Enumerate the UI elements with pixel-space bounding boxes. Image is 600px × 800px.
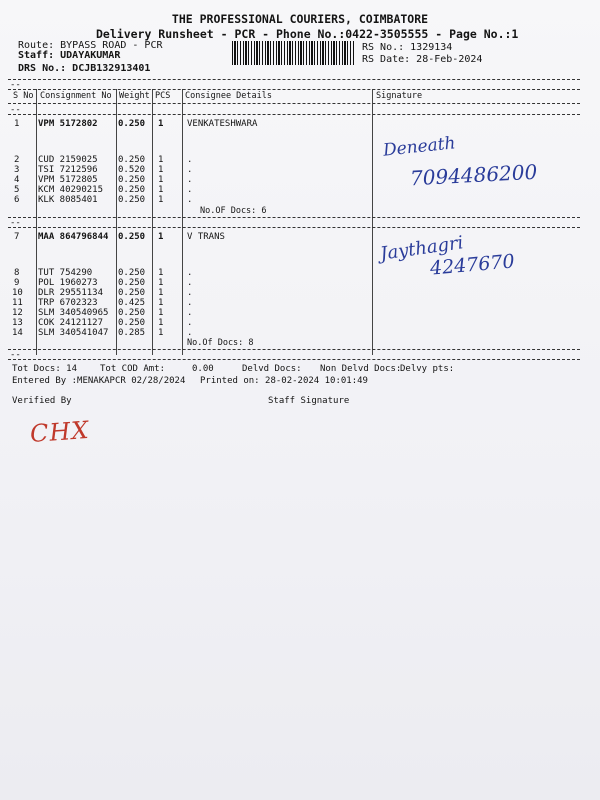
row-consignment: KCM 40290215 [38,185,104,195]
row-weight: 0.250 [118,288,146,298]
barcode [232,41,354,65]
total-docs: Tot Docs: 14 [12,364,78,374]
drs-number: DRS No.: DCJB132913401 [18,63,151,74]
row-consignment: SLM 340541047 [38,328,109,338]
verifier-initials: CHX [29,415,91,449]
non-delivered-docs: Non Delvd Docs: [320,364,402,374]
column-header-sno: S No [13,91,34,101]
docs-count: No.Of Docs: 8 [187,338,254,348]
divider [8,227,580,228]
row-sno: 3 [14,165,20,175]
rs-number: RS No.: 1329134 [362,42,453,53]
row-consignee: V TRANS [187,232,225,242]
handwritten-signature: Deneath [382,133,457,161]
row-pcs: 1 [158,268,164,278]
row-pcs: 1 [158,328,164,338]
route-label: Route: BYPASS ROAD - PCR [18,40,163,51]
column-rule [116,89,117,355]
row-sno: 8 [14,268,20,278]
company-name: THE PROFESSIONAL COURIERS, COIMBATORE [171,12,429,26]
printed-on: Printed on: 28-02-2024 10:01:49 [200,376,368,386]
row-sno: 2 [14,155,20,165]
divider [8,114,580,115]
rs-date: RS Date: 28-Feb-2024 [362,54,483,65]
row-marker: -- [10,218,21,228]
column-header-pcs: PCS [155,91,171,101]
row-pcs: 1 [158,318,164,328]
row-pcs: 1 [158,195,164,205]
row-sno: 13 [12,318,23,328]
row-pcs: 1 [158,298,164,308]
row-consignee: . [187,268,193,278]
row-pcs: 1 [158,155,164,165]
column-rule [36,89,37,355]
row-consignee: . [187,318,193,328]
staff-signature-label: Staff Signature [268,396,350,406]
delivery-points: Delvy pts: [400,364,455,374]
row-weight: 0.250 [118,318,146,328]
column-header-consignment: Consignment No [40,91,112,101]
row-marker: -- [10,105,21,115]
column-header-consignee: Consignee Details [185,91,272,101]
row-consignment: TSI 7212596 [38,165,98,175]
row-consignee: . [187,185,193,195]
row-consignee: . [187,308,193,318]
row-weight: 0.250 [118,175,146,185]
row-weight: 0.250 [118,232,146,242]
row-sno: 6 [14,195,20,205]
row-consignment: CUD 2159025 [38,155,98,165]
row-pcs: 1 [158,185,164,195]
row-weight: 0.250 [118,268,146,278]
row-marker: -- [10,80,21,90]
row-consignee: . [187,195,193,205]
row-sno: 1 [14,119,20,129]
row-consignee: . [187,165,193,175]
row-consignment: COK 24121127 [38,318,104,328]
column-header-weight: Weight [119,91,150,101]
row-weight: 0.250 [118,195,146,205]
row-pcs: 1 [158,119,164,129]
row-consignee: VENKATESHWARA [187,119,258,129]
row-consignment: TUT 754290 [38,268,93,278]
handwritten-phone: 7094486200 [409,159,538,191]
row-marker: -- [10,350,21,360]
row-pcs: 1 [158,278,164,288]
column-rule [372,89,373,355]
row-sno: 5 [14,185,20,195]
row-consignee: . [187,175,193,185]
total-cod-value: 0.00 [192,364,214,374]
row-sno: 12 [12,308,23,318]
delivered-docs: Delvd Docs: [242,364,302,374]
divider [8,79,580,80]
row-weight: 0.285 [118,328,146,338]
row-consignee: . [187,298,193,308]
row-sno: 7 [14,232,20,242]
divider [8,89,580,90]
row-weight: 0.520 [118,165,146,175]
row-pcs: 1 [158,288,164,298]
row-consignment: MAA 864796844 [38,232,109,242]
column-rule [182,89,183,355]
row-weight: 0.250 [118,119,146,129]
column-rule [152,89,153,355]
row-sno: 4 [14,175,20,185]
row-consignee: . [187,288,193,298]
entered-by: Entered By :MENAKAPCR 02/28/2024 [12,376,186,386]
handwritten-phone: 4247670 [429,250,516,280]
row-weight: 0.425 [118,298,146,308]
row-sno: 11 [12,298,23,308]
runsheet-title: Delivery Runsheet - PCR - Phone No.:0422-3505555 - Page No.:1 [96,27,519,41]
column-header-signature: Signature [376,91,423,101]
row-weight: 0.250 [118,185,146,195]
row-pcs: 1 [158,308,164,318]
row-consignment: VPM 5172805 [38,175,98,185]
row-weight: 0.250 [118,308,146,318]
row-consignee: . [187,278,193,288]
row-pcs: 1 [158,165,164,175]
verified-by-label: Verified By [12,396,72,406]
row-consignment: TRP 6702323 [38,298,98,308]
divider [8,103,580,104]
total-cod-label: Tot COD Amt: [100,364,166,374]
row-sno: 9 [14,278,20,288]
row-consignment: SLM 340540965 [38,308,109,318]
row-consignment: KLK 8085401 [38,195,98,205]
divider [8,359,580,360]
staff-label: Staff: UDAYAKUMAR [18,50,121,61]
row-weight: 0.250 [118,155,146,165]
row-consignee: . [187,328,193,338]
row-consignment: DLR 29551134 [38,288,104,298]
row-consignment: POL 1960273 [38,278,98,288]
row-consignment: VPM 5172802 [38,119,98,129]
divider [8,349,580,350]
row-sno: 10 [12,288,23,298]
handwritten-signature: Jaythagri [378,232,465,265]
row-consignee: . [187,155,193,165]
row-sno: 14 [12,328,23,338]
row-pcs: 1 [158,232,164,242]
divider [8,217,580,218]
row-weight: 0.250 [118,278,146,288]
row-pcs: 1 [158,175,164,185]
docs-count: No.OF Docs: 6 [200,206,267,216]
